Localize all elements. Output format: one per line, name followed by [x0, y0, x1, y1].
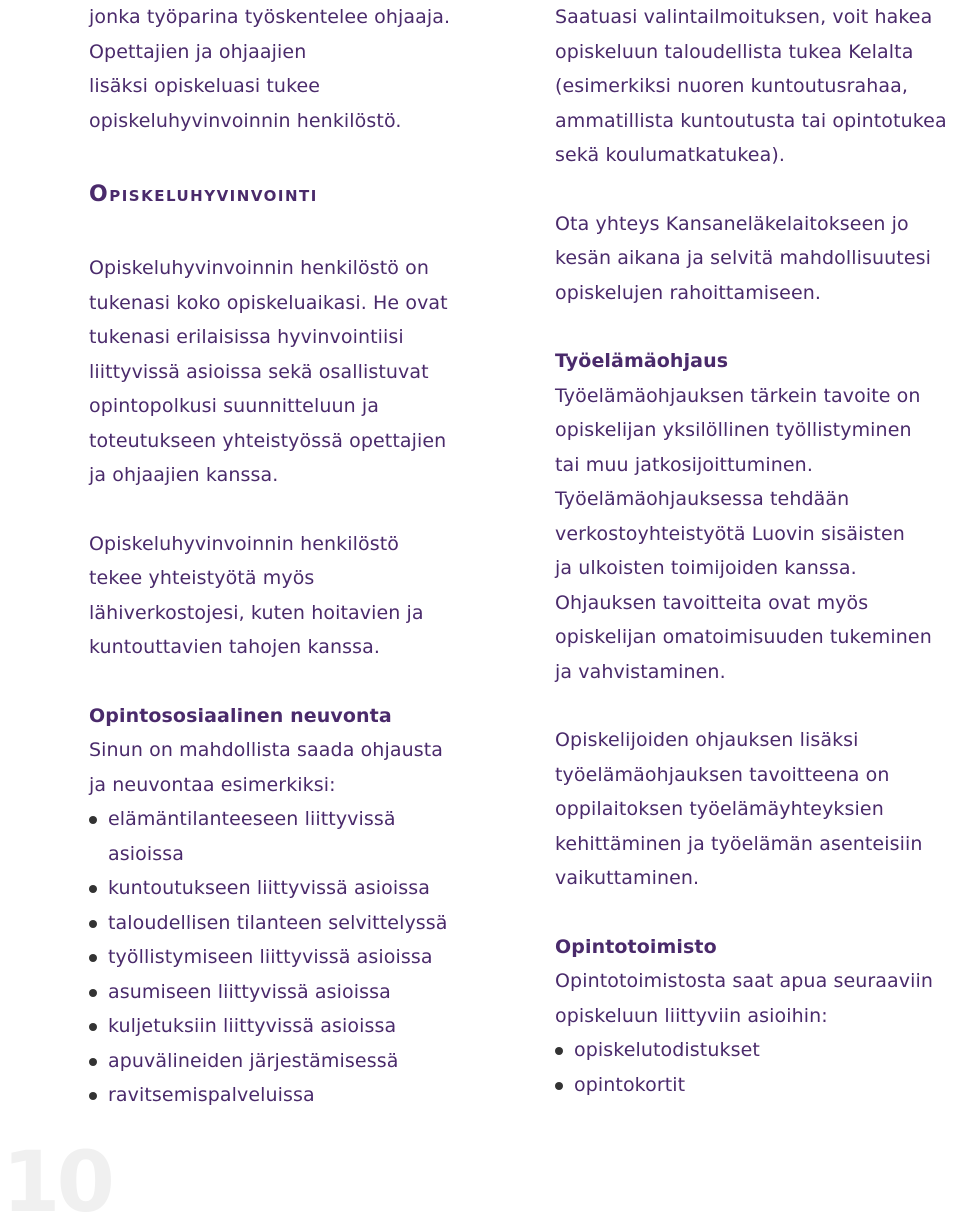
list-item: työllistymiseen liittyvissä asioissa: [89, 940, 489, 975]
list-item: kuntoutukseen liittyvissä asioissa: [89, 871, 489, 906]
section-heading: Opiskeluhyvinvointi: [89, 182, 318, 207]
left-column: [89, 0, 489, 1113]
list-item: taloudellisen tilanteen selvittelyssä: [89, 906, 489, 941]
list-item: ravitsemispalveluissa: [89, 1078, 489, 1113]
study-office-paragraph: Opintotoimistosta saat apua seuraaviin opiskeluun liittyviin asioihin:: [555, 970, 934, 1027]
working-life-paragraph: Työelämäohjauksen tärkein tavoite on opiskelijan yksilöllinen työllistyminen tai muu jatkosijoittuminen. Työelämäohjauksessa tehdään verkostoyhteistyötä Luovin sisäisten ja ulkoisten toimijoiden kanssa. Ohjauksen tavoitteita ovat myös opiskelijan omatoimisuuden tukeminen ja vahvistaminen.: [555, 384, 932, 683]
study-office-list: [555, 1033, 955, 1102]
counselling-paragraph: Sinun on mahdollista saada ohjausta ja neuvontaa esimerkiksi:: [89, 739, 444, 796]
cooperation-paragraph: Opiskeluhyvinvoinnin henkilöstö tekee yhteistyötä myös lähiverkostojesi, kuten hoitavien ja kuntouttavien tahojen kanssa.: [89, 532, 424, 658]
study-office-heading: Opintotoimisto: [555, 935, 717, 958]
right-column: [555, 0, 955, 1102]
social-counselling-heading: Opintososiaalinen neuvonta: [89, 704, 392, 727]
page-number: 10: [2, 1133, 111, 1231]
contact-paragraph: Ota yhteys Kansaneläkelaitokseen jo kesän aikana ja selvitä mahdollisuutesi opiskelujen rahoittamiseen.: [555, 212, 931, 304]
list-item: opintokortit: [555, 1068, 955, 1103]
working-life-heading: Työelämäohjaus: [555, 350, 729, 372]
intro-paragraph: jonka työparina työskentelee ohjaaja. Opettajien ja ohjaajien lisäksi opiskeluasi tukee opiskeluhyvinvoinnin henkilöstö.: [89, 6, 451, 132]
list-item: opiskelutodistukset: [555, 1033, 955, 1068]
list-item: apuvälineiden järjestämisessä: [89, 1044, 489, 1079]
counselling-list: [89, 802, 489, 1113]
kela-paragraph: Saatuasi valintailmoituksen, voit hakea opiskeluun taloudellista tukea Kelalta (esimerkiksi nuoren kuntoutusrahaa, ammatillista kuntoutusta tai opintotukea sekä koulumatkatukea).: [555, 6, 947, 166]
wellbeing-paragraph: Opiskeluhyvinvoinnin henkilöstö on tukenasi koko opiskeluaikasi. He ovat tukenasi erilaisissa hyvinvointiisi liittyvissä asioissa sekä osallistuvat opintopolkusi suunnitteluun ja toteutukseen yhteistyössä opettajien ja ohjaajien kanssa.: [89, 257, 448, 486]
working-life-goals-paragraph: Opiskelijoiden ohjauksen lisäksi työelämäohjauksen tavoitteena on oppilaitoksen työelämäyhteyksien kehittäminen ja työelämän asenteisiin vaikuttaminen.: [555, 729, 923, 889]
list-item: elämäntilanteeseen liittyvissä asioissa: [89, 802, 489, 871]
list-item: asumiseen liittyvissä asioissa: [89, 975, 489, 1010]
list-item: kuljetuksiin liittyvissä asioissa: [89, 1009, 489, 1044]
